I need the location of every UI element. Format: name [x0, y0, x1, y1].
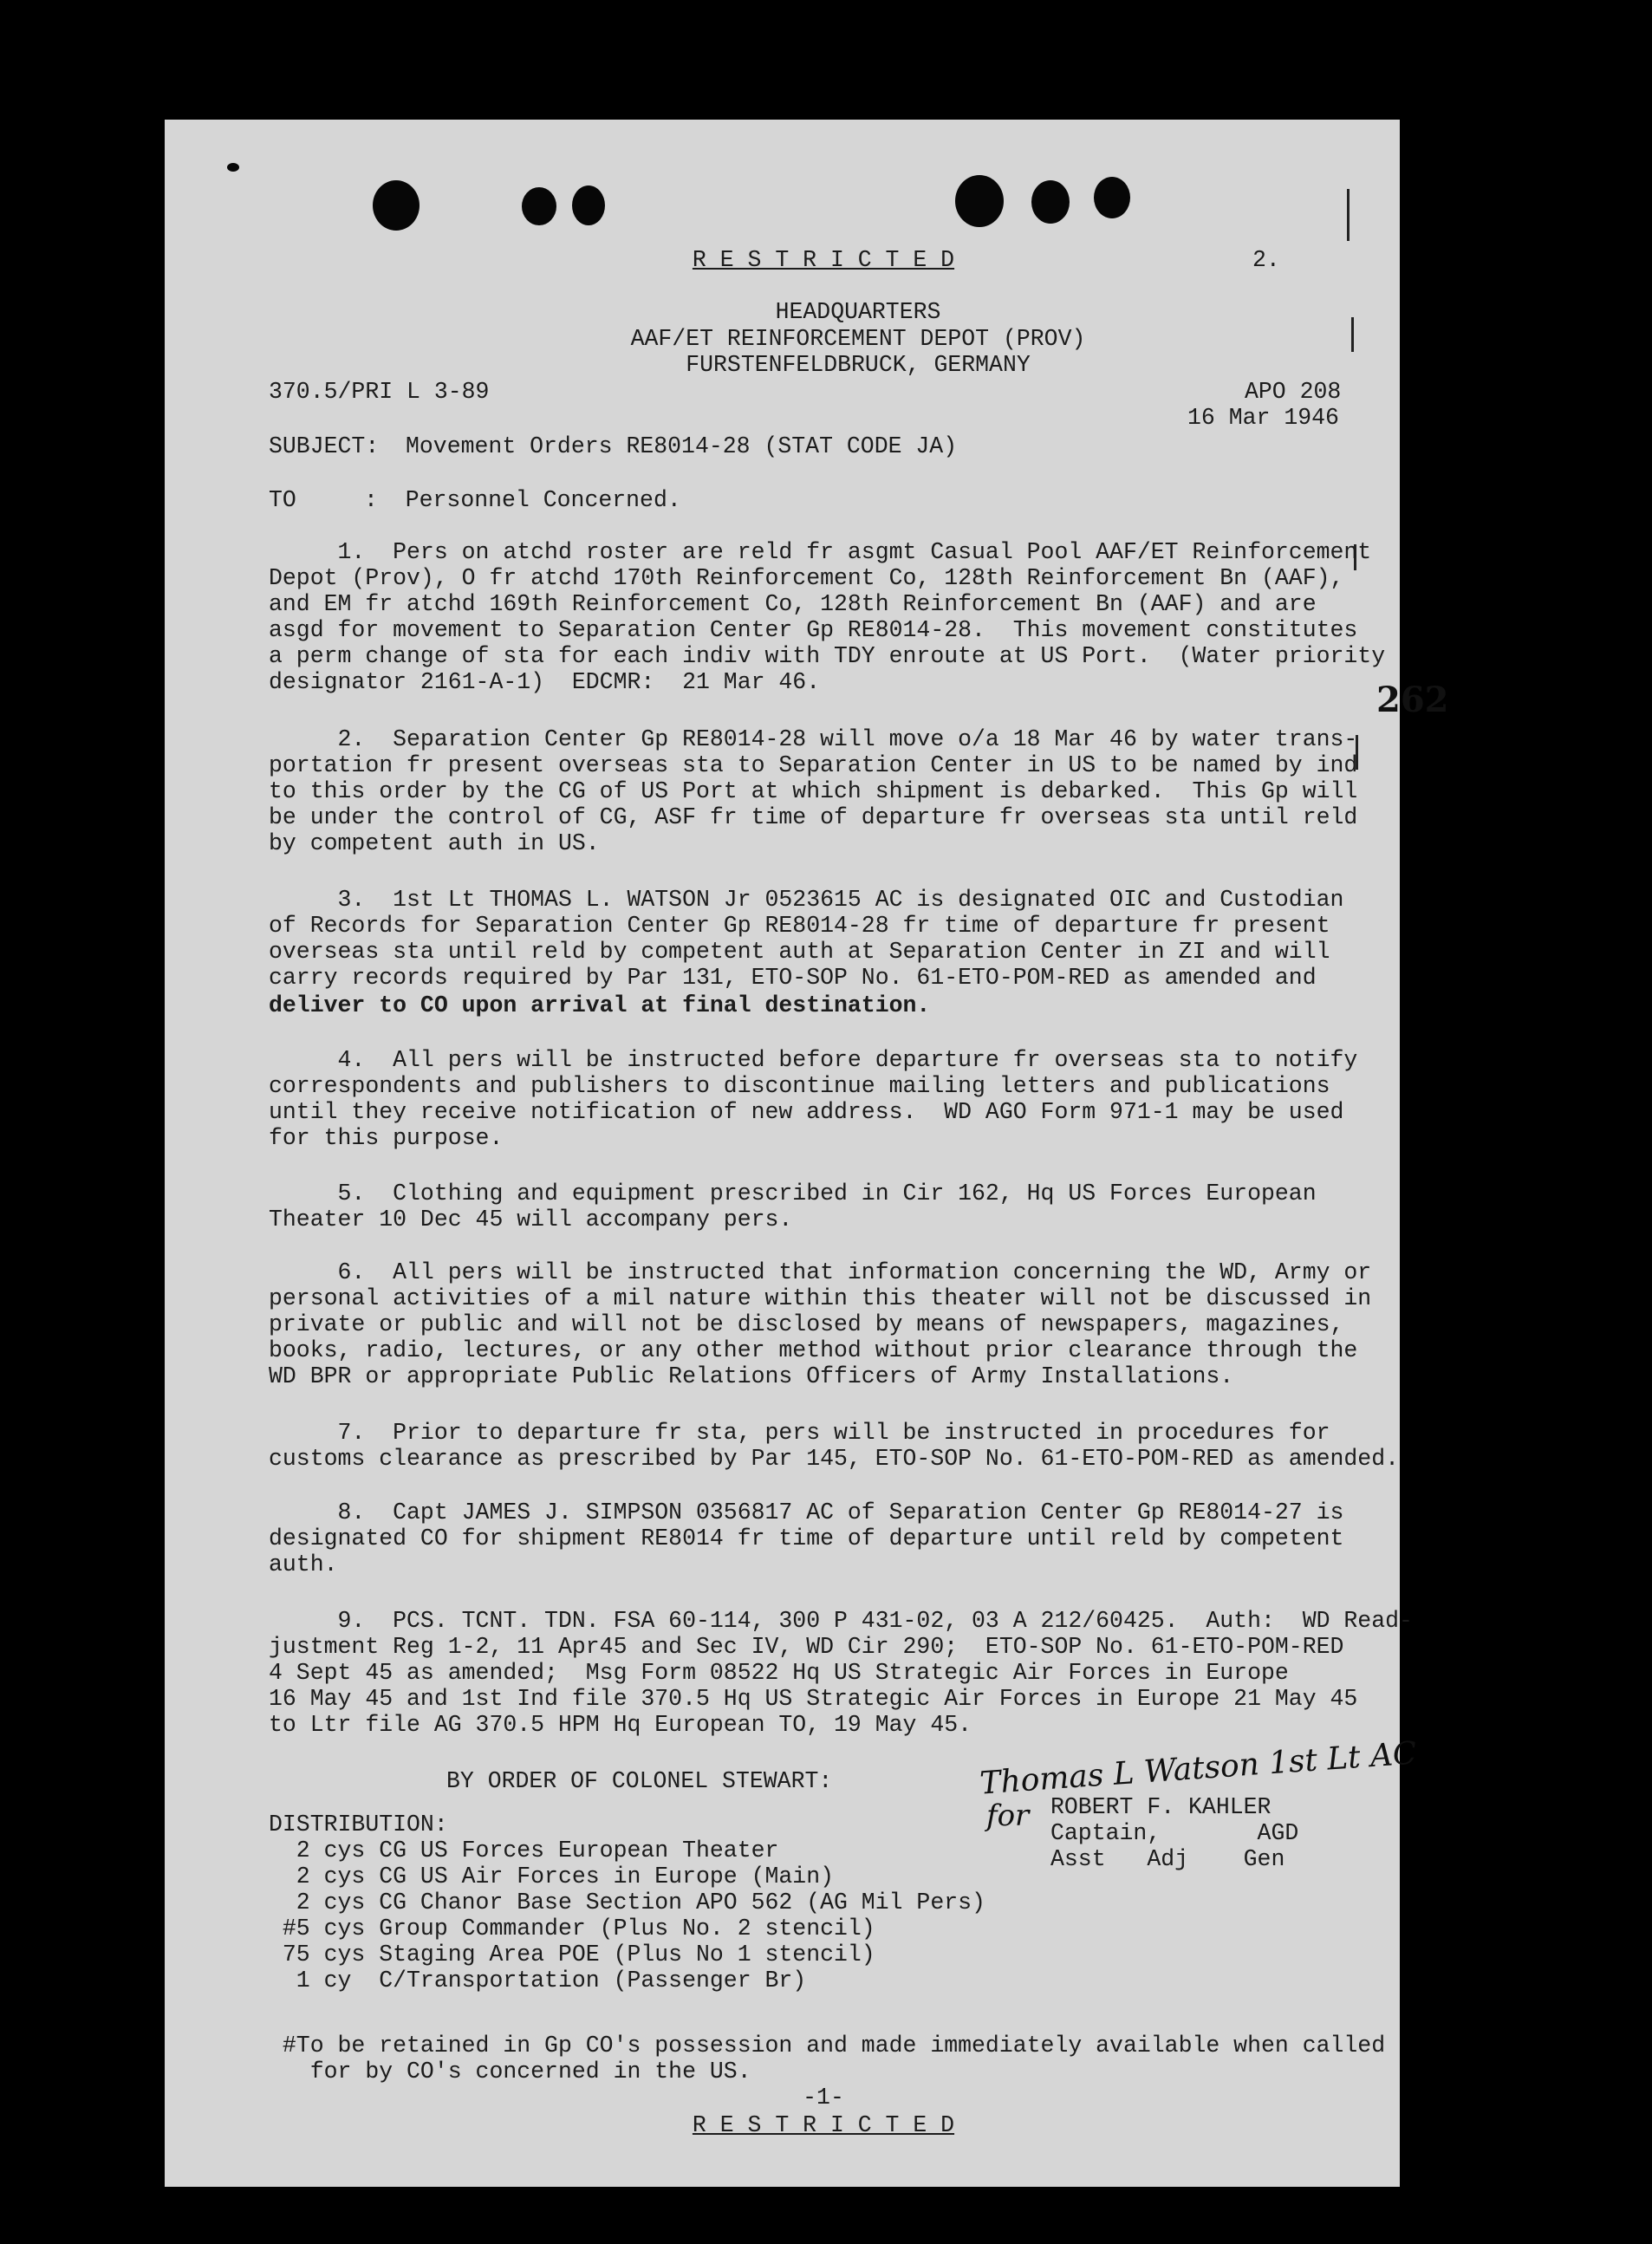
- document-date: 16 Mar 1946: [1187, 405, 1339, 431]
- paragraph-line: 3. 1st Lt THOMAS L. WATSON Jr 0523615 AC is designated OIC and Custodian: [269, 887, 1344, 913]
- margin-number: 262: [1376, 680, 1449, 720]
- paragraph-line: 4 Sept 45 as amended; Msg Form 08522 Hq US Strategic Air Forces in Europe: [269, 1660, 1289, 1686]
- punch-hole: [522, 187, 556, 225]
- paragraph-line: Theater 10 Dec 45 will accompany pers.: [269, 1207, 793, 1233]
- paragraph-line: private or public and will not be disclosed by means of newspapers, magazines,: [269, 1311, 1344, 1337]
- order-line: BY ORDER OF COLONEL STEWART:: [446, 1768, 833, 1794]
- distribution-item: 2 cys CG US Forces European Theater: [269, 1837, 779, 1863]
- paragraph-line: be under the control of CG, ASF fr time of departure fr overseas sta until reld: [269, 804, 1358, 830]
- paragraph-line: 5. Clothing and equipment prescribed in Cir 162, Hq US Forces European: [269, 1181, 1317, 1207]
- handwritten-signature: Thomas L Watson 1st Lt AC: [979, 1735, 1418, 1802]
- punch-hole: [572, 185, 605, 225]
- footnote-line: for by CO's concerned in the US.: [269, 2059, 751, 2085]
- paragraph-line: correspondents and publishers to discontinue mailing letters and publications: [269, 1073, 1330, 1099]
- paragraph-line: and EM fr atchd 169th Reinforcement Co, 128th Reinforcement Bn (AAF) and are: [269, 591, 1317, 617]
- org-location: FURSTENFELDBRUCK, GERMANY: [686, 352, 1031, 378]
- signatory-title: Asst Adj Gen: [1050, 1846, 1285, 1872]
- paragraph-line: asgd for movement to Separation Center Gp RE8014-28. This movement constitutes: [269, 617, 1358, 643]
- paragraph-line: 8. Capt JAMES J. SIMPSON 0356817 AC of Separation Center Gp RE8014-27 is: [269, 1499, 1344, 1525]
- paragraph-line: overseas sta until reld by competent auth at Separation Center in ZI and will: [269, 939, 1330, 965]
- page-marker: -1-: [803, 2085, 844, 2111]
- paragraph-line: 4. All pers will be instructed before departure fr overseas sta to notify: [269, 1047, 1358, 1073]
- classification-bottom: R E S T R I C T E D: [692, 2112, 955, 2138]
- paragraph-line: of Records for Separation Center Gp RE8014-28 fr time of departure fr present: [269, 913, 1330, 939]
- paragraph-line: designated CO for shipment RE8014 fr time of departure until reld by competent: [269, 1525, 1344, 1551]
- paragraph-line: 7. Prior to departure fr sta, pers will be instructed in procedures for: [269, 1420, 1330, 1446]
- ink-speck: [227, 163, 239, 172]
- punch-hole: [1031, 180, 1070, 224]
- paragraph-line: carry records required by Par 131, ETO-SOP No. 61-ETO-POM-RED as amended and: [269, 965, 1317, 991]
- paragraph-line: until they receive notification of new address. WD AGO Form 971-1 may be used: [269, 1099, 1344, 1125]
- file-reference: 370.5/PRI L 3-89: [269, 379, 490, 405]
- paragraph-line: 2. Separation Center Gp RE8014-28 will move o/a 18 Mar 46 by water trans-: [269, 726, 1358, 752]
- paragraph-line: books, radio, lectures, or any other method without prior clearance through the: [269, 1337, 1358, 1363]
- paragraph-line: for this purpose.: [269, 1125, 504, 1151]
- paragraph-line: a perm change of sta for each indiv with TDY enroute at US Port. (Water priority: [269, 643, 1386, 669]
- distribution-item: 1 cy C/Transportation (Passenger Br): [269, 1968, 807, 1994]
- footnote-line: #To be retained in Gp CO's possession and made immediately available when called: [269, 2033, 1386, 2059]
- paragraph-line: deliver to CO upon arrival at final destination.: [269, 992, 931, 1018]
- paragraph-line: by competent auth in US.: [269, 830, 600, 856]
- apo-number: APO 208: [1245, 379, 1342, 405]
- to-label: TO: [269, 487, 296, 513]
- punch-hole: [1094, 177, 1130, 218]
- margin-mark: [1351, 317, 1354, 352]
- margin-mark: [1347, 189, 1350, 241]
- signatory-name: ROBERT F. KAHLER: [1050, 1794, 1272, 1820]
- subject-label: SUBJECT:: [269, 433, 380, 459]
- paragraph-line: WD BPR or appropriate Public Relations Officers of Army Installations.: [269, 1363, 1234, 1389]
- signature-for: for: [986, 1798, 1030, 1833]
- paragraph-line: 1. Pers on atchd roster are reld fr asgmt Casual Pool AAF/ET Reinforcement: [269, 539, 1372, 565]
- paragraph-line: personal activities of a mil nature within this theater will not be discussed in: [269, 1285, 1372, 1311]
- distribution-item: 2 cys CG Chanor Base Section APO 562 (AG Mil Pers): [269, 1890, 985, 1916]
- paragraph-line: to this order by the CG of US Port at which shipment is debarked. This Gp will: [269, 778, 1358, 804]
- signatory-rank: Captain, AGD: [1050, 1820, 1299, 1846]
- paragraph-line: 16 May 45 and 1st Ind file 370.5 Hq US Strategic Air Forces in Europe 21 May 45: [269, 1686, 1358, 1712]
- paragraph-line: 6. All pers will be instructed that information concerning the WD, Army or: [269, 1259, 1372, 1285]
- subject-text: Movement Orders RE8014-28 (STAT CODE JA): [406, 433, 958, 459]
- punch-hole: [955, 175, 1004, 227]
- paragraph-line: customs clearance as prescribed by Par 145, ETO-SOP No. 61-ETO-POM-RED as amended.: [269, 1446, 1400, 1472]
- paragraph-line: auth.: [269, 1551, 338, 1577]
- distribution-item: 2 cys CG US Air Forces in Europe (Main): [269, 1863, 835, 1890]
- org-unit: AAF/ET REINFORCEMENT DEPOT (PROV): [630, 326, 1086, 352]
- paragraph-line: designator 2161-A-1) EDCMR: 21 Mar 46.: [269, 669, 821, 695]
- paragraph-line: Depot (Prov), O fr atchd 170th Reinforcement Co, 128th Reinforcement Bn (AAF),: [269, 565, 1344, 591]
- to-text: : Personnel Concerned.: [364, 487, 681, 513]
- paragraph-line: justment Reg 1-2, 11 Apr45 and Sec IV, WD Cir 290; ETO-SOP No. 61-ETO-POM-RED: [269, 1634, 1344, 1660]
- paragraph-line: to Ltr file AG 370.5 HPM Hq European TO, 19 May 45.: [269, 1712, 972, 1738]
- paragraph-line: portation fr present overseas sta to Separation Center in US to be named by ind: [269, 752, 1358, 778]
- distribution-item: 75 cys Staging Area POE (Plus No 1 stencil): [269, 1942, 875, 1968]
- distribution-item: #5 cys Group Commander (Plus No. 2 stencil): [269, 1916, 875, 1942]
- classification-top: R E S T R I C T E D: [692, 247, 955, 273]
- distribution-label: DISTRIBUTION:: [269, 1811, 448, 1837]
- page-number: 2.: [1252, 247, 1280, 273]
- org-name: HEADQUARTERS: [775, 299, 941, 325]
- paragraph-line: 9. PCS. TCNT. TDN. FSA 60-114, 300 P 431-02, 03 A 212/60425. Auth: WD Read-: [269, 1608, 1413, 1634]
- punch-hole: [373, 180, 420, 231]
